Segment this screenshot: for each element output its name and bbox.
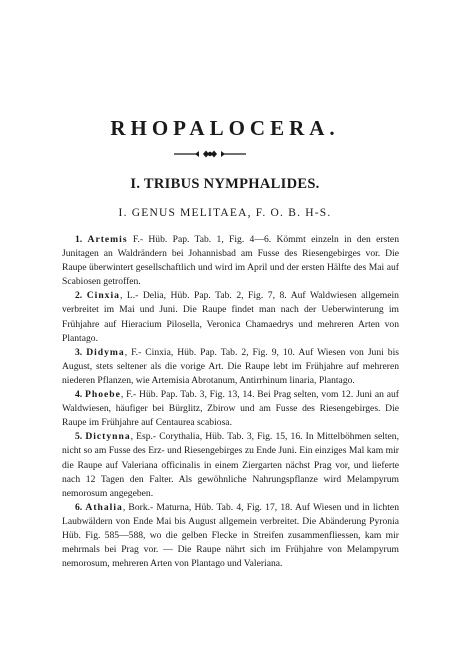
page-title: RHOPALOCERA. (110, 116, 340, 140)
entry-number: 2. (75, 290, 83, 302)
species-entry (62, 289, 399, 345)
species-name: Phoebe (85, 389, 121, 401)
species-entry (62, 388, 399, 430)
ornament-divider-icon (173, 149, 247, 159)
species-name: Dictynna (85, 431, 131, 443)
entry-text: , Bork.- Maturna, Hüb. Tab. 4, Fig. 17, 18. Auf Wiesen und in lichten Laubwäldern von Ende Mai bis August allgemein verbreitet. Die Abänderung Pyronia Hüb. Fig. 585—588, wo die gelben Flecke in Streifen zusammenfliessen, kam mir mehrmals bei Prag vor. — Die Raupe nährt sich im Frühjahre von Melampyrum nemorosum, mehreren Arten von Plantago und Valeriana. (62, 501, 399, 570)
entry-text: , F.- Cinxia, Hüb. Pap. Tab. 2, Fig. 9, 10. Auf Wiesen von Juni bis August, stets seltener als die vorige Art. Die Raupe lebt im Frühjahre auf mehreren niederen Pflanzen, wie Artemisia Abrotanum, Antirrhinum linaria, Plantago. (62, 346, 399, 386)
species-entry (62, 501, 399, 571)
entry-number: 4. (75, 389, 83, 401)
entry-text: F.- Hüb. Pap. Tab. 1, Fig. 4—6. Kömmt einzeln in den ersten Junitagen an Waldrändern bei Johannisbad am Fusse des Riesengebirges vor. Die Raupe überwintert gesellschaftlich und wird im April und der ersten Hälfte des Mai auf Scabiosen getroffen. (62, 234, 399, 288)
entry-text: , L.- Delia, Hüb. Pap. Tab. 2, Fig. 7, 8. Auf Waldwiesen allgemein verbreitet im Mai und Juni. Die Raupe findet man nach der Ueberwinterung im Frühjahre auf Hieracium Pilosella, Veronica Chamaedrys und mehreren Arten von Plantago. (62, 290, 399, 344)
species-name: Athalia (85, 501, 123, 513)
species-entry (62, 430, 399, 500)
species-entry (62, 346, 399, 388)
species-name: Didyma (86, 346, 125, 358)
entry-number: 3. (75, 346, 83, 358)
entry-text: , F.- Hüb. Pap. Tab. 3, Fig. 13, 14. Bei Prag selten, vom 12. Juni an auf Waldwiesen, häufiger bei Bürglitz, Zbirow und am Fusse des Riesengebirges. Die Raupe im Frühjahre auf Centaurea scabiosa. (62, 389, 399, 429)
entry-number: 5. (75, 431, 83, 443)
tribe-heading: I. TRIBUS NYMPHALIDES. (130, 176, 320, 192)
species-entry (62, 233, 399, 289)
species-entries (62, 233, 399, 571)
species-name: Cinxia (86, 290, 120, 302)
genus-heading: I. GENUS MELITAEA, F. O. B. H-S. (118, 207, 332, 219)
entry-number: 6. (75, 501, 83, 513)
species-name: Artemis (87, 234, 128, 245)
entry-number: 1. (75, 234, 83, 245)
entry-text: , Esp.- Corythalia, Hüb. Tab. 3, Fig. 15, 16. In Mittelböhmen selten, nicht so am Fusse des Erz- und Riesengebirges zu Ende Juni. Ein einziges Mal kam mir die Raupe auf Valeriana officinalis in einem Ziergarten nächst Prag vor, und lieferte nach 12 Tagen den Falter. Als gewöhnliche Nahrungspflanze wird Melampyrum nemorosum angegeben. (62, 431, 399, 499)
